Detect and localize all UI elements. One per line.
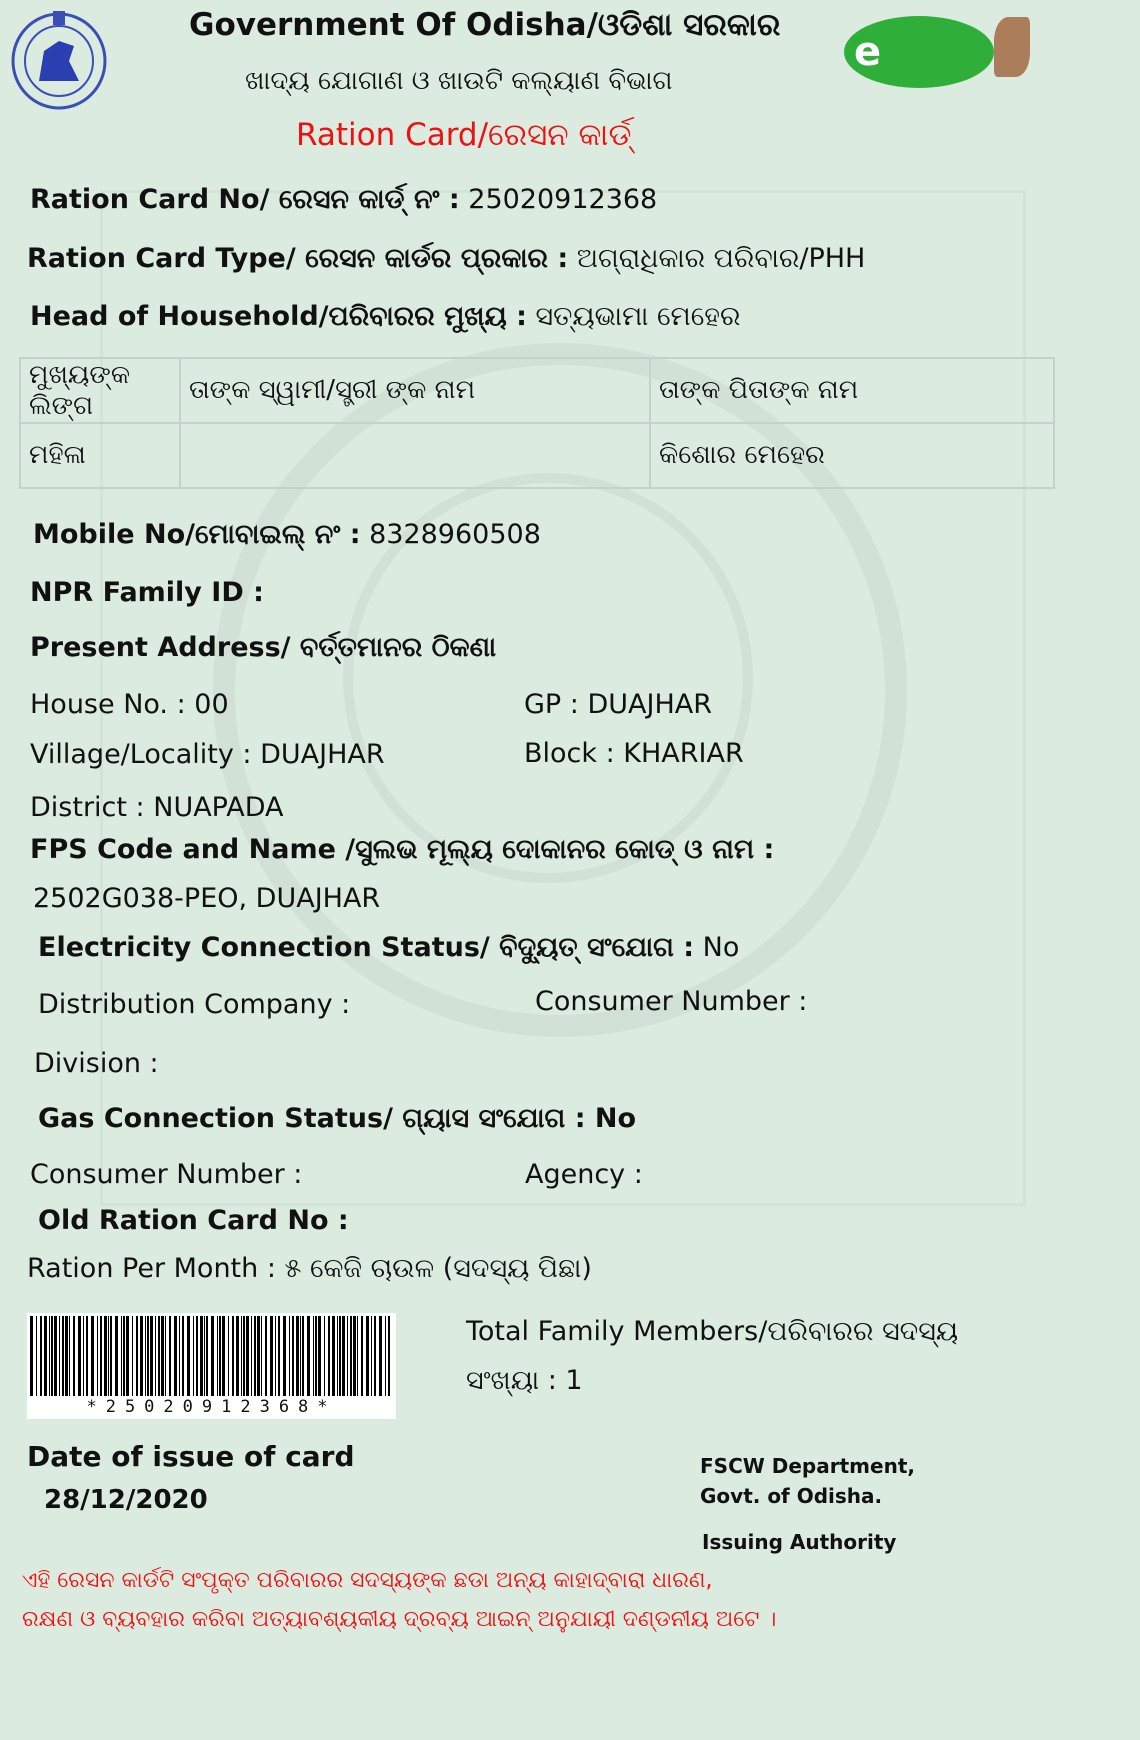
barcode-bar [251, 1316, 252, 1396]
household-table [19, 357, 1055, 489]
barcode-bar [366, 1316, 369, 1396]
label: Electricity Connection Status/ ବିଦ୍ୟୁତ୍ ସଂଯୋଗ : [38, 932, 695, 963]
barcode-bar [54, 1316, 57, 1396]
label: Head of Household/ପରିବାରର ମୁଖ୍ୟ : [30, 301, 527, 332]
barcode-bar [206, 1316, 208, 1396]
barcode-bar [108, 1316, 109, 1396]
barcode-bar [51, 1316, 53, 1396]
barcode-bar [307, 1316, 310, 1396]
barcode-bar [86, 1316, 88, 1396]
barcode-bar [91, 1316, 94, 1396]
fps-label: FPS Code and Name /ସୁଲଭ ମୂଲ୍ୟ ଦୋକାନର କୋଡ୍ ଓ ନାମ : [30, 834, 775, 865]
value: 8328960508 [360, 519, 541, 550]
header-father: ତାଙ୍କ ପିତାଙ୍କ ନାମ [650, 358, 1054, 423]
head-of-household [30, 303, 740, 330]
cell-gender: ମହିଳା [20, 423, 180, 488]
barcode-bar [302, 1316, 304, 1396]
barcode-bar [379, 1316, 382, 1396]
value: No [694, 932, 740, 963]
e-bitaran-logo: e [844, 12, 1034, 90]
authority-govt: Govt. of Odisha. [700, 1484, 883, 1508]
electricity-consumer-number: Consumer Number : [535, 986, 808, 1017]
barcode-number: *25020912368* [86, 1397, 337, 1417]
value: 25020912368 [459, 184, 658, 215]
block: Block : KHARIAR [524, 738, 744, 769]
gas-status [38, 1105, 636, 1132]
division: Division : [34, 1048, 159, 1079]
barcode-bar [121, 1316, 122, 1396]
authority-department: FSCW Department, [700, 1454, 915, 1478]
barcode-bar [140, 1316, 143, 1396]
barcode-bar [350, 1316, 352, 1396]
gas-agency: Agency : [525, 1159, 643, 1190]
barcode-bar [361, 1316, 363, 1396]
date-of-issue-label: Date of issue of card [27, 1440, 355, 1473]
label: Ration Card No/ ରେସନ କାର୍ଡ୍ ନଂ : [30, 184, 460, 215]
mobile-number [33, 521, 541, 548]
value: ଅଗ୍ରାଧିକାର ପରିବାର/PHH [568, 243, 866, 274]
barcode-bar [62, 1316, 64, 1396]
barcode-bar [132, 1316, 133, 1396]
barcode [27, 1313, 396, 1419]
barcode-bar [196, 1316, 198, 1396]
ration-card-type [27, 245, 865, 272]
barcode-bar [292, 1316, 294, 1396]
barcode-bar [65, 1316, 68, 1396]
total-family-members-label: Total Family Members/ପରିବାରର ସଦସ୍ୟ [466, 1316, 959, 1347]
barcode-bar [342, 1316, 345, 1396]
barcode-bar [59, 1316, 60, 1396]
ration-card-number [30, 186, 657, 213]
barcode-bar [246, 1316, 249, 1396]
header-gender: ମୁଖ୍ୟଙ୍କ ଲିଙ୍ଗ [20, 358, 180, 423]
barcode-bar [315, 1316, 317, 1396]
barcode-bar [232, 1316, 234, 1396]
barcode-bar [332, 1316, 335, 1396]
barcode-bar [283, 1316, 286, 1396]
value: ସତ୍ୟଭାମା ମେହେର [526, 301, 741, 332]
barcode-bar [169, 1316, 171, 1396]
barcode-bar [104, 1316, 107, 1396]
barcode-bar [339, 1316, 341, 1396]
barcode-bar [388, 1316, 390, 1396]
value: No [585, 1103, 637, 1134]
barcode-bar [265, 1316, 267, 1396]
barcode-bar [385, 1316, 386, 1396]
cell-spouse [180, 423, 650, 488]
barcode-bar [69, 1316, 70, 1396]
barcode-bar [147, 1316, 149, 1396]
barcode-bar [158, 1316, 160, 1396]
barcode-bar [150, 1316, 153, 1396]
footer-warning-line1: ଏହି ରେସନ କାର୍ଡଟି ସଂପୃକ୍ତ ପରିବାରର ସଦସ୍ୟଙ୍କ ଛଡା ଅନ୍ୟ କାହାଦ୍ବାରା ଧାରଣ, [22, 1568, 713, 1593]
barcode-bar [243, 1316, 245, 1396]
house-no: House No. : 00 [30, 689, 229, 720]
barcode-bar [110, 1316, 112, 1396]
electricity-status [38, 934, 739, 961]
barcode-bar [126, 1316, 129, 1396]
barcode-bar [254, 1316, 256, 1396]
barcode-bar [300, 1316, 301, 1396]
barcode-bar [165, 1316, 166, 1396]
barcode-bar [217, 1316, 218, 1396]
total-family-members-count: ସଂଖ୍ୟା : 1 [466, 1365, 583, 1396]
barcode-bar [97, 1316, 98, 1396]
issuing-authority: Issuing Authority [702, 1530, 897, 1554]
label: Gas Connection Status/ ଗ୍ୟାସ ସଂଯୋଗ : [38, 1103, 586, 1134]
barcode-bar [30, 1316, 33, 1396]
barcode-bar [353, 1316, 356, 1396]
barcode-bar [219, 1316, 221, 1396]
cell-father: କିଶୋର ମେହେର [650, 423, 1054, 488]
present-address-label: Present Address/ ବର୍ତ୍ତମାନର ଠିକଣା [30, 632, 497, 663]
barcode-bar [187, 1316, 190, 1396]
district: District : NUAPADA [30, 792, 284, 823]
gas-consumer-number: Consumer Number : [30, 1159, 303, 1190]
barcode-bar [347, 1316, 348, 1396]
barcode-bar [49, 1316, 50, 1396]
barcode-bar [182, 1316, 184, 1396]
barcode-bar [73, 1316, 75, 1396]
date-of-issue: 28/12/2020 [44, 1485, 208, 1515]
barcode-bar [44, 1316, 47, 1396]
label: Ration Card Type/ ରେସନ କାର୍ଡର ପ୍ରକାର : [27, 243, 569, 274]
barcode-bar [174, 1316, 177, 1396]
barcode-bar [257, 1316, 260, 1396]
barcode-bar [123, 1316, 125, 1396]
barcode-bar [179, 1316, 180, 1396]
barcode-bar [136, 1316, 138, 1396]
barcode-bar [241, 1316, 242, 1396]
barcode-bar [296, 1316, 299, 1396]
barcode-bar [204, 1316, 205, 1396]
label: Mobile No/ମୋବାଇଲ୍ ନଂ : [33, 519, 361, 550]
header-spouse: ତାଙ୍କ ସ୍ୱାମୀ/ସ୍ତ୍ରୀ ଙ୍କ ନାମ [180, 358, 650, 423]
department-name: ଖାଦ୍ୟ ଯୋଗାଣ ଓ ଖାଉଟି କଲ୍ୟାଣ ବିଭାଗ [245, 66, 673, 96]
npr-family-id: NPR Family ID : [30, 577, 264, 608]
distribution-company: Distribution Company : [38, 989, 351, 1020]
gp: GP : DUAJHAR [524, 689, 712, 720]
barcode-bar [36, 1316, 37, 1396]
barcode-bar [318, 1316, 321, 1396]
government-title: Government Of Odisha/ଓଡିଶା ସରକାର [189, 7, 781, 43]
barcode-bar [275, 1316, 276, 1396]
barcode-bar [261, 1316, 262, 1396]
barcode-bar [289, 1316, 290, 1396]
barcode-bar [228, 1316, 229, 1396]
ration-card-title: Ration Card/ରେସନ କାର୍ଡ୍ [296, 117, 632, 153]
barcode-bar [161, 1316, 164, 1396]
barcode-bar [324, 1316, 325, 1396]
barcode-bar [374, 1316, 376, 1396]
barcode-bar [222, 1316, 225, 1396]
barcode-bar [145, 1316, 146, 1396]
barcode-bar [357, 1316, 358, 1396]
barcode-bar [371, 1316, 372, 1396]
barcode-bar [337, 1316, 338, 1396]
table-row [20, 423, 1054, 488]
village: Village/Locality : DUAJHAR [30, 739, 385, 770]
barcode-bar [83, 1316, 84, 1396]
barcode-bar [270, 1316, 273, 1396]
ration-per-month: Ration Per Month : ୫ କେଜି ଚାଉଳ (ସଦସ୍ୟ ପିଛା) [27, 1253, 592, 1284]
barcode-bar [211, 1316, 214, 1396]
barcode-bar [328, 1316, 330, 1396]
barcode-bar [78, 1316, 81, 1396]
barcode-bar [100, 1316, 102, 1396]
barcode-bar [193, 1316, 194, 1396]
barcode-bar [313, 1316, 314, 1396]
old-ration-card-no: Old Ration Card No : [38, 1205, 349, 1236]
barcode-bar [200, 1316, 203, 1396]
barcode-bars [30, 1316, 393, 1396]
fps-value: 2502G038-PEO, DUAJHAR [33, 883, 381, 914]
odisha-emblem [9, 6, 109, 111]
barcode-bar [115, 1316, 118, 1396]
barcode-bar [40, 1316, 42, 1396]
barcode-bar [278, 1316, 280, 1396]
table-header-row [20, 358, 1054, 423]
barcode-bar [155, 1316, 156, 1396]
footer-warning-line2: ରକ୍ଷଣ ଓ ବ୍ୟବହାର କରିବା ଅତ୍ୟାବଶ୍ୟକୀୟ ଦ୍ରବ୍ୟ ଆଇନ୍ ଅନୁଯାୟୀ ଦଣ୍ଡନୀୟ ଅଟେ । [22, 1607, 777, 1632]
barcode-bar [236, 1316, 239, 1396]
